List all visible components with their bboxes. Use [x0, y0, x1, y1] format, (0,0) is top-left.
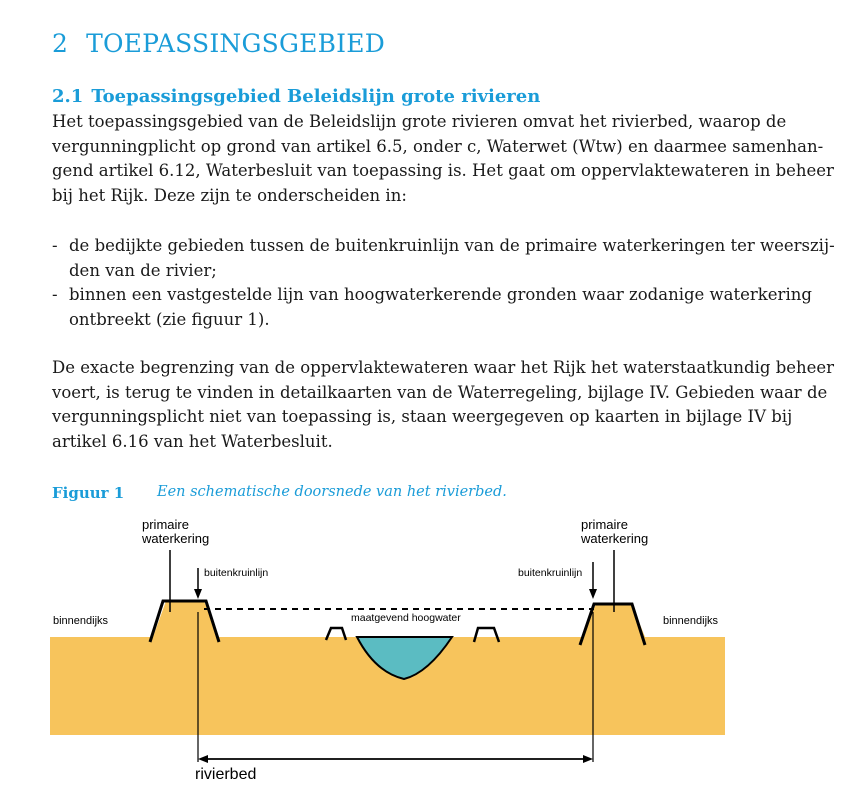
- bullet-line: de bedijkte gebieden tussen de buitenkruinlijn van de primaire waterkeringen ter weerszij-: [69, 236, 835, 255]
- rivierbed-label: rivierbed: [195, 766, 257, 783]
- bullet-line: binnen een vastgestelde lijn van hoogwaterkerende gronden waar zodanige waterkering: [69, 285, 812, 304]
- subsection-title: Toepassingsgebied Beleidslijn grote rivieren: [91, 86, 541, 107]
- section-number: 2: [52, 29, 69, 58]
- bullet-line: den van de rivier;: [69, 260, 217, 280]
- section-title: TOEPASSINGSGEBIED: [86, 29, 385, 58]
- bullet-dash: -: [52, 236, 58, 255]
- figure-caption: Een schematische doorsnede van het rivierbed.: [157, 484, 507, 500]
- bullet-line: ontbreekt (zie figuur 1).: [69, 309, 270, 329]
- primaire-label-right: primaire: [581, 517, 628, 532]
- primaire-label-left: primaire: [142, 517, 189, 532]
- bullet-dash: -: [52, 285, 58, 304]
- paragraph-line: Het toepassingsgebied van de Beleidslijn grote rivieren omvat het rivierbed, waarop de: [52, 112, 787, 131]
- left-buitenkruinlijn-arrowhead: [194, 589, 202, 599]
- subsection-number: 2.1: [52, 86, 84, 107]
- rivierbed-arrowhead-right: [583, 755, 593, 763]
- paragraph-line: vergunningplicht op grond van artikel 6.5, onder c, Waterwet (Wtw) en daarmee samenhan-: [52, 136, 824, 156]
- binnendijks-label-right: binnendijks: [663, 615, 719, 627]
- paragraph-line: bij het Rijk. Deze zijn te onderscheiden in:: [52, 185, 407, 205]
- buitenkruinlijn-label-left: buitenkruinlijn: [204, 567, 269, 579]
- paragraph-line: artikel 6.16 van het Waterbesluit.: [52, 431, 333, 451]
- maatgevend-hoogwater-label: maatgevend hoogwater: [351, 612, 461, 624]
- figure-label: Figuur 1: [52, 484, 125, 502]
- buitenkruinlijn-label-right: buitenkruinlijn: [518, 567, 583, 579]
- paragraph-line: voert, is terug te vinden in detailkaarten van de Waterregeling, bijlage IV. Gebieden waar de: [52, 382, 828, 402]
- binnendijks-label-left: binnendijks: [53, 615, 109, 627]
- waterkering-label-left: waterkering: [142, 531, 210, 546]
- rivierbed-arrowhead-left: [198, 755, 208, 763]
- paragraph-line: De exacte begrenzing van de oppervlaktewateren waar het Rijk het waterstaatkundig beheer: [52, 358, 835, 377]
- waterkering-label-right: waterkering: [581, 531, 649, 546]
- right-buitenkruinlijn-arrowhead: [589, 589, 597, 599]
- paragraph-line: vergunningsplicht niet van toepassing is, staan weergegeven op kaarten in bijlage IV bij: [52, 407, 793, 426]
- paragraph-line: gend artikel 6.12, Waterbesluit van toepassing is. Het gaat om oppervlaktewateren in beheer: [52, 161, 834, 180]
